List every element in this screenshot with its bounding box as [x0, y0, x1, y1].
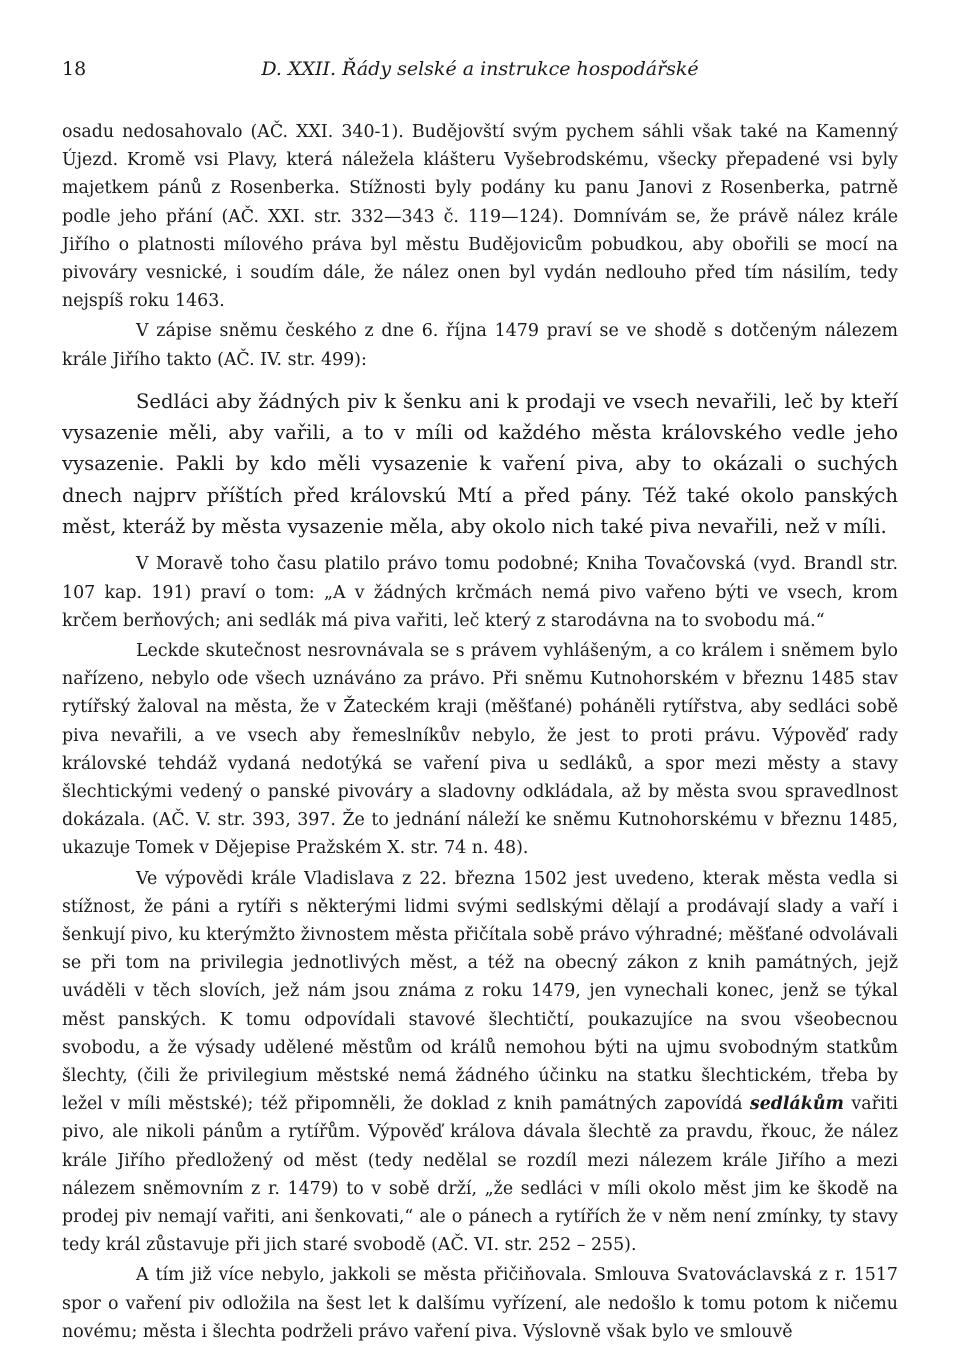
emphasized-word: sedlákům — [749, 1094, 844, 1115]
running-head: D. XXII. Řády selské a instrukce hospodářské — [261, 58, 699, 80]
page-number: 18 — [62, 58, 87, 80]
paragraph-5-tail: vařiti pivo, ale nikoli pánům a rytířům. Výpověď králova dávala šlechtě za pravdu, řkouc, že nález krále Jiřího předložený od měst (tedy nedělal se rozdíl mezi nálezem krále Jiřího a mezi nálezem sněmovním z r. 1479) to v sobě drží, „že sedláci v míli okolo měst jim ke škodě na prodej piv nemají vařiti, ani šenkovati,“ ale o pánech a rytířích že v něm není zmínky, ty stavy tedy král zůstavuje při jich staré svobodě (AČ. VI. str. 252 – 255). — [62, 1094, 898, 1256]
paragraph-5 — [62, 865, 898, 1260]
page-header — [62, 58, 898, 88]
paragraph-2: V zápise sněmu českého z dne 6. října 1479 praví se ve shodě s dotčeným nálezem krále Jiřího takto (AČ. IV. str. 499): — [62, 321, 898, 370]
quoted-passage: Sedláci aby žádných piv k šenku ani k prodaji ve vsech nevařili, leč by kteří vysazenie měli, aby vařili, a to v míli od každého města královského vedle jeho vysazenie. Pakli by kdo měli vysazenie k vaření piva, aby to okázali o suchých dnech najprv příštích před královskú Mtí a před pány. Též také okolo panských měst, kteráž by města vysazenie měla, aby okolo nich také piva nevařili, než v míli. — [62, 389, 898, 539]
paragraph-1: osadu nedosahovalo (AČ. XXI. 340-1). Budějovští svým pychem sáhli však také na Kamenný Újezd. Kromě vsi Plavy, která náležela klášteru Vyšebrodskému, všecky přepadené vsi byly majetkem pánů z Rosenberka. Stížnosti byly podány ku panu Janovi z Rosenberka, patrně podle jeho přání (AČ. XXI. str. 332—343 č. 119—124). Domnívám se, že právě nález krále Jiřího o platnosti mílového práva byl městu Budějovicům pobudkou, aby obořili se mocí na pivováry vesnické, i soudím dále, že nález onen byl vydán nedlouho před tím násilím, tedy nejspíš roku 1463. — [62, 122, 898, 312]
body-text — [62, 118, 898, 1346]
paragraph-3: V Moravě toho času platilo právo tomu podobné; Kniha Tovačovská (vyd. Brandl str. 107 kap. 191) praví o tom: „A v žádných krčmách nemá pivo vařeno býti ve vsech, krom krčem berňových; ani sedlák má piva vařiti, leč který z starodávna na to svobodu má.“ — [62, 554, 898, 631]
paragraph-5-text: Ve výpovědi krále Vladislava z 22. března 1502 jest uvedeno, kterak města vedla si stížnost, že páni a rytíři s některými lidmi svými sedlskými dělají a prodávají slady a vaří i šenkují pivo, ku kterýmžto živnostem města přičítala sobě právo výhradné; měšťané odvolávali se při tom na privilegia jednotlivých měst, a též na obecný zákon z knih památných, jejž uváděli v těch slovích, jež nám jsou známa z roku 1479, jen vynechali konec, jenž se týkal měst panských. K tomu odpovídali stavové šlechtičtí, poukazujíce na svou všeobecnou svobodu, a že výsady udělené městům od králů nemohou býti na ujmu svobodným statkům šlechty, (čili že privilegium městské nemá žádného účinku na statku šlechtickém, třeba by ležel v míli městské); též připomněli, že doklad z knih památných zapovídá — [62, 868, 898, 1115]
paragraph-4: Leckde skutečnost nesrovnávala se s právem vyhlášeným, a co králem i sněmem bylo nařízeno, nebylo ode všech uznáváno za právo. Při sněmu Kutnohorském v březnu 1485 stav rytířský žaloval na města, že v Žateckém kraji (měšťané) poháněli rytířstva, aby sedláci sobě piva nevařili, a ve vsech aby řemeslníkův nebylo, že jest to proti právu. Výpověď rady královské tehdáž vydaná nedotýká se vaření piva u sedláků, a spor mezi městy a stavy šlechtickými vedený o panské pivováry a sladovny odkládala, až by města svou spravedlnost dokázala. (AČ. V. str. 393, 397. Že to jednání náleží ke sněmu Kutnohorskému v březnu 1485, ukazuje Tomek v Dějepise Pražském X. str. 74 n. 48). — [62, 640, 898, 859]
paragraph-6: A tím již více nebylo, jakkoli se města přičiňovala. Smlouva Svatováclavská z r. 1517 spor o vaření piv odložila na šest let k dalšímu vyřízení, ale nedošlo k tomu potom k ničemu novému; města i šlechta podrželi právo vaření piva. Výslovně však bylo ve smlouvě — [62, 1265, 898, 1342]
